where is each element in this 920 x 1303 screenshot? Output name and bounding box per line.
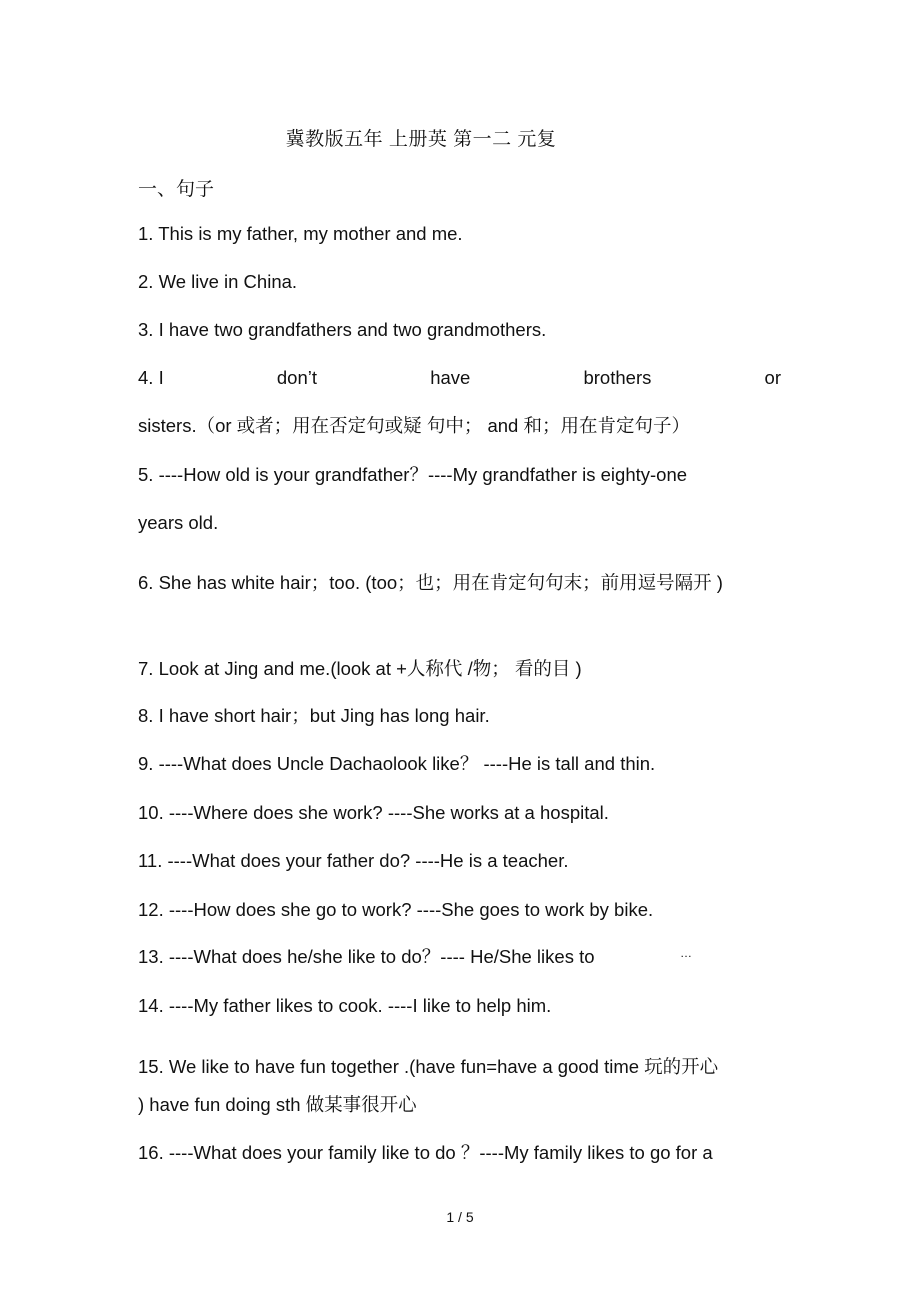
sentence-12: 12. ----How does she go to work? ----She goes to work by bike. [138,899,654,920]
sentence-14: 14. ----My father likes to cook. ----I like to help him. [138,995,552,1016]
sentence-1: 1. This is my father, my mother and me. [138,223,463,244]
sentence-4-word: 4. I [138,367,164,388]
sentence-4-continuation: sisters.（or 或者；用在否定句或疑 句中； and 和；用在肯定句子） [138,415,690,436]
sentence-2: 2. We live in China. [138,271,298,292]
sentence-5: 5. ----How old is your grandfather？----My grandfather is eighty-one [138,464,688,485]
sentence-10: 10. ----Where does she work? ----She works at a hospital. [138,802,609,823]
sentence-4-word: brothers [583,367,652,388]
sentence-3: 3. I have two grandfathers and two grandmothers. [138,319,547,340]
sentence-4-word: have [430,367,471,388]
sentence-11: 11. ----What does your father do? ----He is a teacher. [138,850,569,871]
sentence-4-word: or [764,367,781,388]
sentence-15-continuation: ) have fun doing sth 做某事很开心 [138,1094,417,1115]
sentence-4-word: don’t [276,367,318,388]
sentence-13: 13. ----What does he/she like to do？---- He/She likes to [138,946,595,967]
page-number: 1 / 5 [446,1209,474,1225]
sentence-9: 9. ----What does Uncle Dachaolook like？ ----He is tall and thin. [138,753,656,774]
sentence-13-ellipsis: … [680,946,692,960]
sentence-16: 16. ----What does your family like to do ？----My family likes to go for a [138,1142,713,1163]
sentence-5-continuation: years old. [138,512,219,533]
sentence-8: 8. I have short hair；but Jing has long hair. [138,705,490,726]
page-title: 冀教版五年 上册英 第一二 元复 [285,129,557,150]
sentence-4 [138,366,781,390]
sentence-15: 15. We like to have fun together .(have fun=have a good time 玩的开心 [138,1056,719,1077]
sentence-7: 7. Look at Jing and me.(look at +人称代 /物； 看的目 ) [138,658,582,679]
section-heading: 一、句子 [138,179,215,200]
sentence-6: 6. She has white hair；too. (too；也；用在肯定句句末；前用逗号隔开 ) [138,572,723,593]
